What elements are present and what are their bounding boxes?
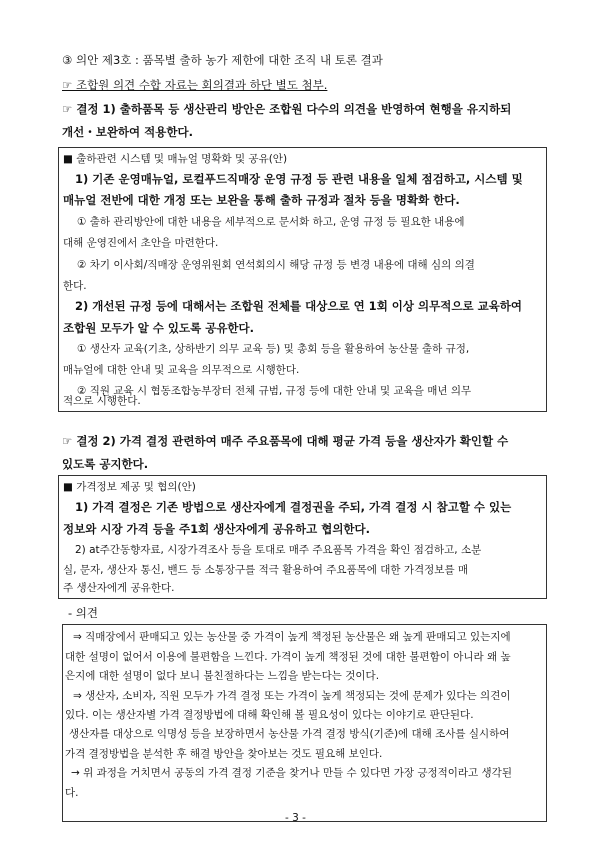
box1-item2-sub1-line2: 매뉴얼에 대한 안내 및 교육을 의무적으로 시행한다. — [63, 364, 300, 376]
box1-title: ■ 출하관련 시스템 및 매뉴얼 명확화 및 공유(안) — [63, 153, 288, 165]
decision2-line2: 있도록 공지한다. — [62, 457, 149, 471]
box3-p2-line2: 있다. 이는 생산자별 가격 결정방법에 대해 확인해 볼 필요성이 있다는 이야기로 판단된다. — [65, 709, 474, 721]
box1-item1-sub1-line2: 대해 운영진에서 초안을 마련한다. — [63, 237, 219, 249]
box2-item1-line2: 정보와 시장 가격 등을 주1회 생산자에게 공유하고 협의한다. — [63, 522, 371, 536]
box1-item2-line2: 조합원 모두가 알 수 있도록 공유한다. — [63, 321, 255, 335]
box2-item1-line1: 1) 가격 결정은 기존 방법으로 생산자에게 결정권을 주되, 가격 결정 시 참고할 수 있는 — [75, 500, 512, 514]
box1-item1-line2: 매뉴얼 전반에 대한 개정 또는 보완을 통해 출하 규정과 절차 등을 명확화 한다. — [63, 193, 460, 207]
box2-title: ■ 가격정보 제공 및 협의(안) — [63, 481, 196, 493]
attachment-note: ☞ 조합원 의견 수합 자료는 회의결과 하단 별도 첨부. — [62, 78, 328, 92]
shipping-system-box — [58, 147, 547, 412]
box1-item1-sub2-line2: 한다. — [63, 280, 87, 292]
box1-item1-sub1-line1: ① 출하 관리방안에 대한 내용을 세부적으로 문서화 하고, 운영 규정 등 필요한 내용에 — [77, 216, 465, 228]
box2-item2-line3: 주 생산자에게 공유한다. — [63, 582, 175, 594]
page-number: - 3 - — [285, 812, 306, 824]
decision2-line1: ☞ 결정 2) 가격 결정 관련하여 매주 주요품목에 대해 평균 가격 등을 생산자가 확인할 수 — [62, 434, 509, 448]
box1-item2-line1: 2) 개선된 규정 등에 대해서는 조합원 전체를 대상으로 연 1회 이상 의무적으로 교육하여 — [75, 299, 523, 313]
opinion-box — [62, 624, 547, 822]
decision1-line2: 개선・보완하여 적용한다. — [62, 125, 193, 139]
agenda-heading: ③ 의안 제3호 : 품목별 출하 농가 제한에 대한 조직 내 토론 결과 — [62, 53, 383, 67]
box1-item2-sub2-line1: ② 직원 교육 시 협동조합농부장터 전체 규범, 규정 등에 대한 안내 및 교육을 매년 의무 — [77, 385, 472, 397]
box3-p3-line1: 생산자를 대상으로 익명성 등을 보장하면서 농산물 가격 결정 방식(기준)에 대해 조사를 실시하여 — [69, 728, 510, 740]
decision1-line1: ☞ 결정 1) 출하품목 등 생산관리 방안은 조합원 다수의 의견을 반영하여 현행을 유지하되 — [62, 102, 512, 116]
box1-item1-sub2-line1: ② 차기 이사회/직매장 운영위원회 연석회의시 해당 규정 등 변경 내용에 대해 심의 의결 — [77, 259, 475, 271]
opinion-label: - 의견 — [68, 606, 99, 620]
box2-item2-line1: 2) at주간동향자료, 시장가격조사 등을 토대로 매주 주요품목 가격을 확인 점검하고, 소분 — [75, 544, 482, 556]
box3-p1-line1: ⇒ 직매장에서 판매되고 있는 농산물 중 가격이 높게 책정된 농산물은 왜 높게 판매되고 있는지에 — [73, 631, 511, 643]
box1-item2-sub1-line1: ① 생산자 교육(기초, 상하반기 의무 교육 등) 및 총회 등을 활용하여 농산물 출하 규정, — [77, 343, 470, 355]
box2-item2-line2: 실, 문자, 생산자 통신, 밴드 등 소통장구를 적극 활용하여 주요품목에 대한 가격정보를 매 — [63, 564, 469, 576]
box3-p4-line1: → 위 과정을 거치면서 공동의 가격 결정 기준을 찾거나 만들 수 있다면 가장 긍정적이라고 생각된 — [71, 767, 512, 779]
box1-item2-sub2-line2: 적으로 시행한다. — [63, 395, 141, 407]
box1-item1-line1: 1) 기존 운영매뉴얼, 로컬푸드직매장 운영 규정 등 관련 내용을 일체 점검하고, 시스템 및 — [75, 172, 523, 186]
box3-p4-line2: 다. — [65, 787, 79, 799]
box3-p2-line1: ⇒ 생산자, 소비자, 직원 모두가 가격 결정 또는 가격이 높게 책정되는 것에 문제가 있다는 의견이 — [73, 690, 511, 702]
box3-p1-line2: 대한 설명이 없어서 이용에 불편함을 느낀다. 가격이 높게 책정된 것에 대한 불편함이 아니라 왜 높 — [65, 651, 511, 663]
box3-p1-line3: 은지에 대한 설명이 없다 보니 불친절하다는 느낌을 받는다는 것이다. — [65, 670, 380, 682]
box3-p3-line2: 가격 결정방법을 분석한 후 해결 방안을 찾아보는 것도 필요해 보인다. — [65, 748, 383, 760]
price-info-box — [58, 475, 547, 599]
